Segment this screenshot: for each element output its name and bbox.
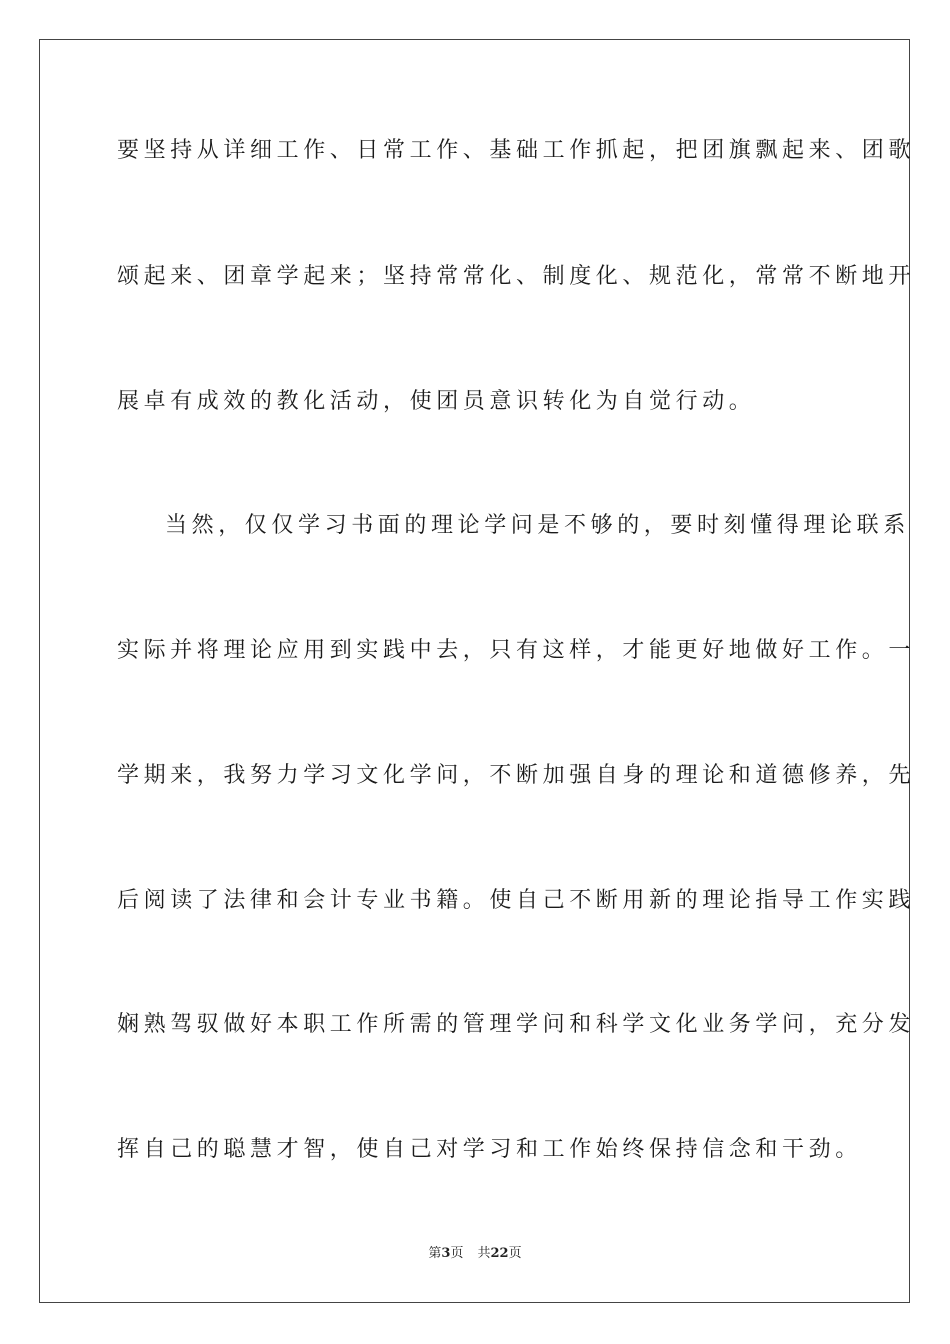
- total-suffix: 页: [508, 1246, 522, 1261]
- text-line: 展卓有成效的教化活动，使团员意识转化为自觉行动。: [117, 389, 756, 414]
- text-line: 后阅读了法律和会计专业书籍。使自己不断用新的理论指导工作实践: [117, 888, 916, 913]
- text-line: 挥自己的聪慧才智，使自己对学习和工作始终保持信念和干劲。: [117, 1137, 862, 1162]
- text-line: 娴熟驾驭做好本职工作所需的管理学问和科学文化业务学问，充分发: [117, 1012, 916, 1037]
- page-suffix: 页: [450, 1246, 464, 1261]
- text-line: 当然，仅仅学习书面的理论学问是不够的，要时刻懂得理论联系: [165, 513, 910, 538]
- page-prefix: 第: [428, 1246, 442, 1261]
- page-footer: [0, 1246, 950, 1262]
- total-pages: 22: [490, 1246, 509, 1261]
- text-line: 学期来，我努力学习文化学问，不断加强自身的理论和道德修养，先: [117, 763, 916, 788]
- page-number: 3: [441, 1246, 451, 1261]
- text-line: 颂起来、团章学起来；坚持常常化、制度化、规范化，常常不断地开: [117, 264, 916, 289]
- text-line: 实际并将理论应用到实践中去，只有这样，才能更好地做好工作。一: [117, 638, 916, 663]
- text-line: 要坚持从详细工作、日常工作、基础工作抓起，把团旗飘起来、团歌: [117, 138, 916, 163]
- total-prefix: 共: [477, 1246, 491, 1261]
- page-border: [39, 39, 910, 1303]
